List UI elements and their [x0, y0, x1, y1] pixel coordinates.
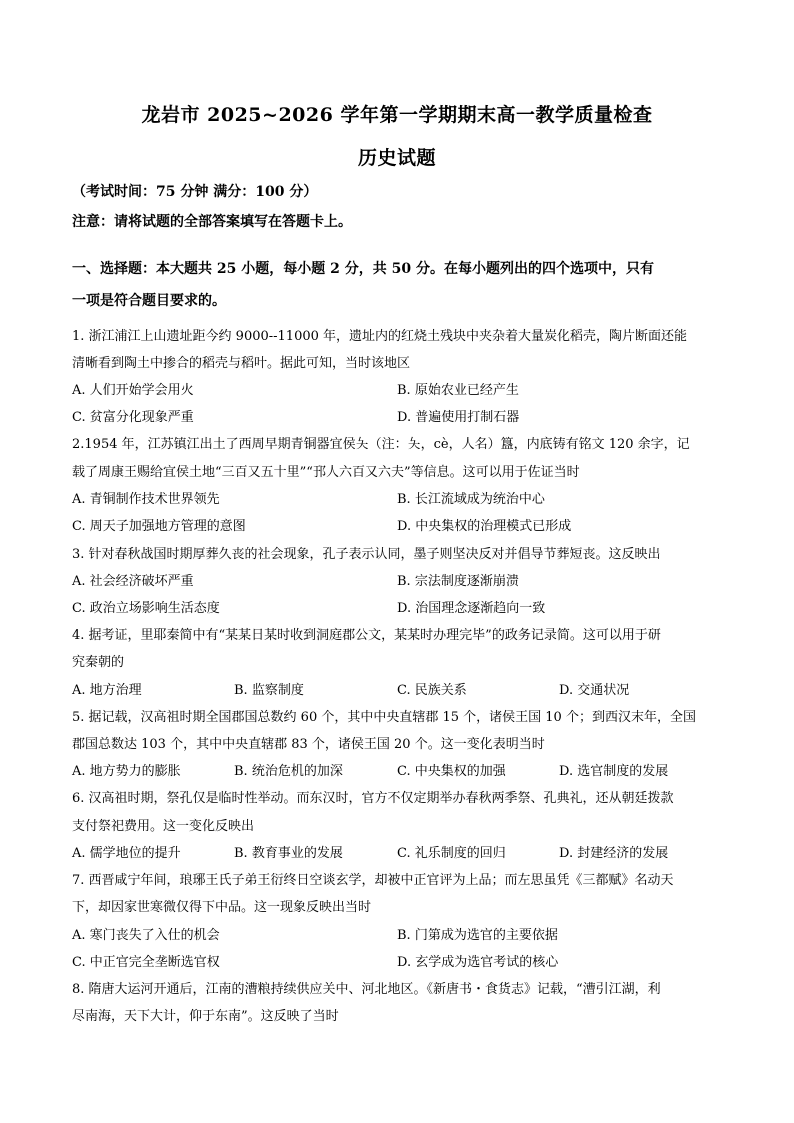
section-heading-line-2: 一项是符合题目要求的。 [72, 293, 226, 309]
question-7-option-d: D. 玄学成为选官考试的核心 [397, 955, 559, 970]
question-5-stem-line-1: 5. 据记载，汉高祖时期全国郡国总数约 60 个，其中中央直辖郡 15 个，诸侯王国 10 个；到西汉末年，全国 [72, 710, 696, 725]
question-5-option-b: B. 统治危机的加深 [234, 764, 343, 779]
question-7-stem-line-1: 7. 西晋咸宁年间，琅琊王氏子弟王衍终日空谈玄学，却被中正官评为上品；而左思虽凭《三都赋》名动天 [72, 873, 674, 888]
question-2-option-d: D. 中央集权的治理模式已形成 [397, 519, 572, 534]
question-2-option-c: C. 周天子加强地方管理的意图 [72, 519, 246, 534]
exam-info: （考试时间：75 分钟 满分：100 分） [72, 184, 318, 200]
question-6-option-d: D. 封建经济的发展 [559, 846, 669, 861]
question-4-option-c: C. 民族关系 [397, 683, 467, 698]
question-7-option-c: C. 中正官完全垄断选官权 [72, 955, 220, 970]
question-5-option-d: D. 选官制度的发展 [559, 764, 669, 779]
question-7-stem-line-2: 下，却因家世寒微仅得下中品。这一现象反映出当时 [72, 900, 372, 915]
question-7-option-a: A. 寒门丧失了入仕的机会 [72, 928, 220, 943]
question-1-stem-line-2: 清晰看到陶土中掺合的稻壳与稻叶。据此可知，当时该地区 [72, 356, 411, 371]
question-3-option-c: C. 政治立场影响生活态度 [72, 601, 220, 616]
question-3-option-b: B. 宗法制度逐渐崩溃 [397, 574, 519, 589]
question-1-option-b: B. 原始农业已经产生 [397, 383, 519, 398]
question-2-option-b: B. 长江流域成为统治中心 [397, 492, 545, 507]
question-1-stem-line-1: 1. 浙江浦江上山遗址距今约 9000--11000 年，遗址内的红烧土残块中夹杂着大量炭化稻壳，陶片断面还能 [72, 329, 688, 344]
exam-subject-title: 历史试题 [357, 147, 436, 169]
question-6-stem-line-2: 支付祭祀费用。这一变化反映出 [72, 819, 255, 834]
question-4-option-d: D. 交通状况 [559, 683, 630, 698]
question-1-option-c: C. 贫富分化现象严重 [72, 410, 194, 425]
question-4-stem-line-1: 4. 据考证，里耶秦简中有“某某日某时收到洞庭郡公文，某某时办理完毕”的政务记录简。这可以用于研 [72, 628, 661, 643]
question-8-stem-line-1: 8. 隋唐大运河开通后，江南的漕粮持续供应关中、河北地区。《新唐书・食货志》记载，“漕引江湖，利 [72, 982, 661, 997]
question-6-stem-line-1: 6. 汉高祖时期，祭孔仅是临时性举动。而东汉时，官方不仅定期举办春秋两季祭、孔典礼，还从朝廷拨款 [72, 791, 674, 806]
question-1-option-d: D. 普遍使用打制石器 [397, 410, 520, 425]
question-6-option-c: C. 礼乐制度的回归 [397, 846, 506, 861]
question-6-option-a: A. 儒学地位的提升 [72, 846, 181, 861]
question-5-option-c: C. 中央集权的加强 [397, 764, 506, 779]
question-4-option-a: A. 地方治理 [72, 683, 142, 698]
question-4-stem-line-2: 究秦朝的 [72, 655, 125, 670]
question-3-option-d: D. 治国理念逐渐趋向一致 [397, 601, 546, 616]
question-3-stem-line-1: 3. 针对春秋战国时期厚葬久丧的社会现象，孔子表示认同，墨子则坚决反对并倡导节葬短丧。这反映出 [72, 547, 661, 562]
question-5-stem-line-2: 郡国总数达 103 个，其中中央直辖郡 83 个，诸侯王国 20 个。这一变化表明当时 [72, 737, 545, 752]
question-1-option-a: A. 人们开始学会用火 [72, 383, 194, 398]
question-3-option-a: A. 社会经济破坏严重 [72, 574, 194, 589]
section-heading-line-1: 一、选择题：本大题共 25 小题，每小题 2 分，共 50 分。在每小题列出的四个选项中，只有 [72, 261, 654, 277]
question-5-option-a: A. 地方势力的膨胀 [72, 764, 181, 779]
exam-title: 龙岩市 2025~2026 学年第一学期期末高一教学质量检查 [141, 104, 653, 126]
question-7-option-b: B. 门第成为选官的主要依据 [397, 928, 558, 943]
question-4-option-b: B. 监察制度 [234, 683, 304, 698]
question-2-option-a: A. 青铜制作技术世界领先 [72, 492, 220, 507]
question-8-stem-line-2: 尽南海，天下大计，仰于东南”。这反映了当时 [72, 1009, 339, 1024]
question-6-option-b: B. 教育事业的发展 [234, 846, 343, 861]
question-2-stem-line-1: 2.1954 年，江苏镇江出土了西周早期青铜器宜侯夨（注：夨，cè，人名）簋，内底铸有铭文 120 余字，记 [72, 437, 690, 452]
exam-notice: 注意：请将试题的全部答案填写在答题卡上。 [72, 214, 352, 230]
question-2-stem-line-2: 载了周康王赐给宜侯土地“三百又五十里”“邘人六百又六夫”等信息。这可以用于佐证当时 [72, 465, 580, 480]
